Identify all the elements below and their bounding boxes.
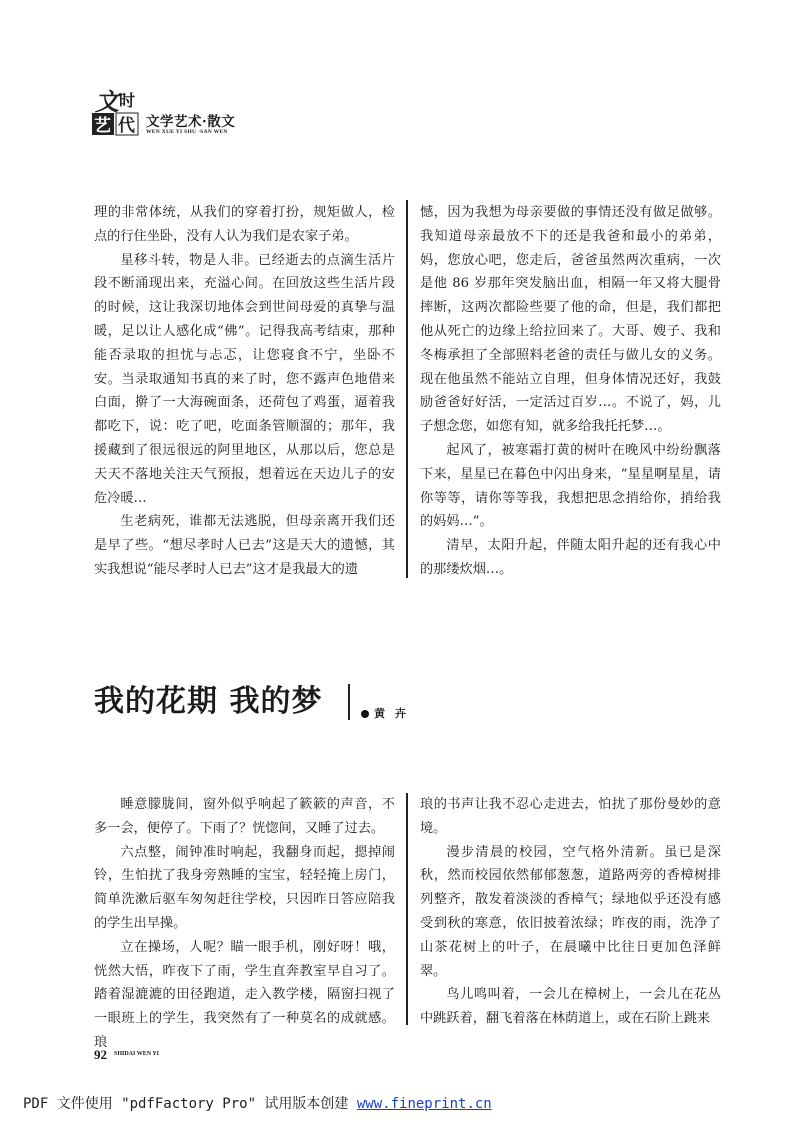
prev-article-column-1 [94, 201, 395, 582]
paragraph: 鸟儿鸣叫着，一会儿在樟树上，一会儿在花丛中跳跃着，翻飞着落在林荫道上，或在石阶上跳来 [420, 987, 721, 1027]
paragraph: 清早，太阳升起，伴随太阳升起的还有我心中的那缕炊烟…。 [420, 538, 721, 577]
article-author: 黄 卉 [374, 707, 409, 720]
paragraph: 睡意朦胧间，窗外似乎响起了簌簌的声音，不多一会，便停了。下雨了？恍惚间，又睡了过去。 [94, 797, 395, 836]
column-divider [406, 200, 408, 578]
section-title: 文学艺术·散文 [146, 114, 236, 130]
logo-glyph-1: 文 [95, 87, 119, 116]
footer-journal: SHIDAI WEN YI [114, 1051, 160, 1057]
paragraph: 星移斗转，物是人非。已经逝去的点滴生活片段不断涌现出来，充溢心间。在回放这些生活片段的时候，这让我深切地体会到世间母爱的真挚与温暖，足以让人感化成“佛”。记得我高考结束，那种能否录取的担忧与忐忑，让您寝食不宁，坐卧不安。当录取通知书真的来了时，您不露声色地借来白面，擀了一大海碗面条，还荷包了鸡蛋，逼着我都吃下，说：吃了吧，吃面条管顺溜的；那年，我援藏到了很远很远的阿里地区，从那以后，您总是天天不落地关注天气预报，想着远在天边儿子的安危冷暖… [94, 252, 395, 506]
logo-glyph-4: 代 [118, 116, 135, 136]
paragraph: 生老病死，谁都无法逃脱，但母亲离开我们还是早了些。“想尽孝时人已去”这是天大的遗憾，其实我想说“能尽孝时人已去”这才是我最大的遗 [94, 514, 395, 577]
article-column-2 [420, 793, 721, 1031]
article-column-1 [94, 793, 395, 1055]
paragraph: 六点整，闹钟准时响起，我翻身而起，摁掉闹铃，生怕扰了我身旁熟睡的宝宝，轻轻掩上房门，简单洗漱后驱车匆匆赶往学校，只因昨日答应陪我的学生出早操。 [94, 844, 395, 931]
paragraph: 立在操场，人呢？瞄一眼手机，刚好呀！哦，恍然大悟，昨夜下了雨，学生直奔教室早自习了。踏着湿漉漉的田径跑道，走入教学楼，隔窗扫视了一眼班上的学生，我突然有了一种莫名的成就感。琅 [94, 939, 395, 1050]
paragraph: 憾，因为我想为母亲要做的事情还没有做足做够。我知道母亲最放不下的还是我爸和最小的弟弟，妈，您放心吧，您走后，爸爸虽然两次重病，一次是他 86 岁那年突发脑出血，相隔一年又将大腿骨摔断，这两次都险些要了他的命，但是，我们都把他从死亡的边缘上给拉回来了。大哥、嫂子、我和冬梅承担了全部照料老爸的责任与做儿女的义务。现在他虽然不能站立自理，但身体情况还好，我鼓励爸爸好好活，一定活过百岁…。不说了，妈，儿子想念您，如您有知，就多给我托托梦…。 [420, 205, 721, 435]
page-number: 92 [94, 1047, 107, 1062]
journal-logo [92, 86, 142, 138]
pdf-watermark [23, 1093, 492, 1113]
logo-glyph-2: 时 [119, 91, 136, 110]
paragraph: 琅的书声让我不忍心走进去，怕扰了那份曼妙的意境。 [420, 797, 721, 836]
section-pinyin: WEN XUE YI SHU ·SAN WEN [146, 129, 228, 135]
prev-article-column-2 [420, 201, 721, 582]
paragraph: 理的非常体统，从我们的穿着打扮，规矩做人，检点的行住坐卧，没有人认为我们是农家子弟。 [94, 205, 395, 244]
paragraph: 漫步清晨的校园，空气格外清新。虽已是深秋，然而校园依然郁郁葱葱，道路两旁的香樟树排列整齐，散发着淡淡的香樟气；绿地似乎还没有感受到秋的寒意，依旧披着浓绿；昨夜的雨，洗净了山茶花树上的叶子，在晨曦中比往日更加色泽鲜翠。 [420, 844, 721, 979]
logo-graphic [92, 86, 142, 138]
pdf-link[interactable]: www.fineprint.cn [356, 1096, 492, 1112]
paragraph: 起风了，被寒霜打黄的树叶在晚风中纷纷飘落下来，星星已在暮色中闪出身来，“星星啊星星，请你等等，请你等等我，我想把思念捎给你，捎给我的妈妈…”。 [420, 442, 721, 530]
title-divider [348, 684, 350, 720]
logo-glyph-3: 艺 [94, 116, 111, 136]
article-title: 我的花期 我的梦 [94, 684, 323, 719]
pdf-note-text: PDF 文件使用 "pdfFactory Pro" 试用版本创建 [23, 1096, 357, 1112]
column-divider [406, 793, 408, 1025]
bullet-icon [361, 710, 369, 718]
